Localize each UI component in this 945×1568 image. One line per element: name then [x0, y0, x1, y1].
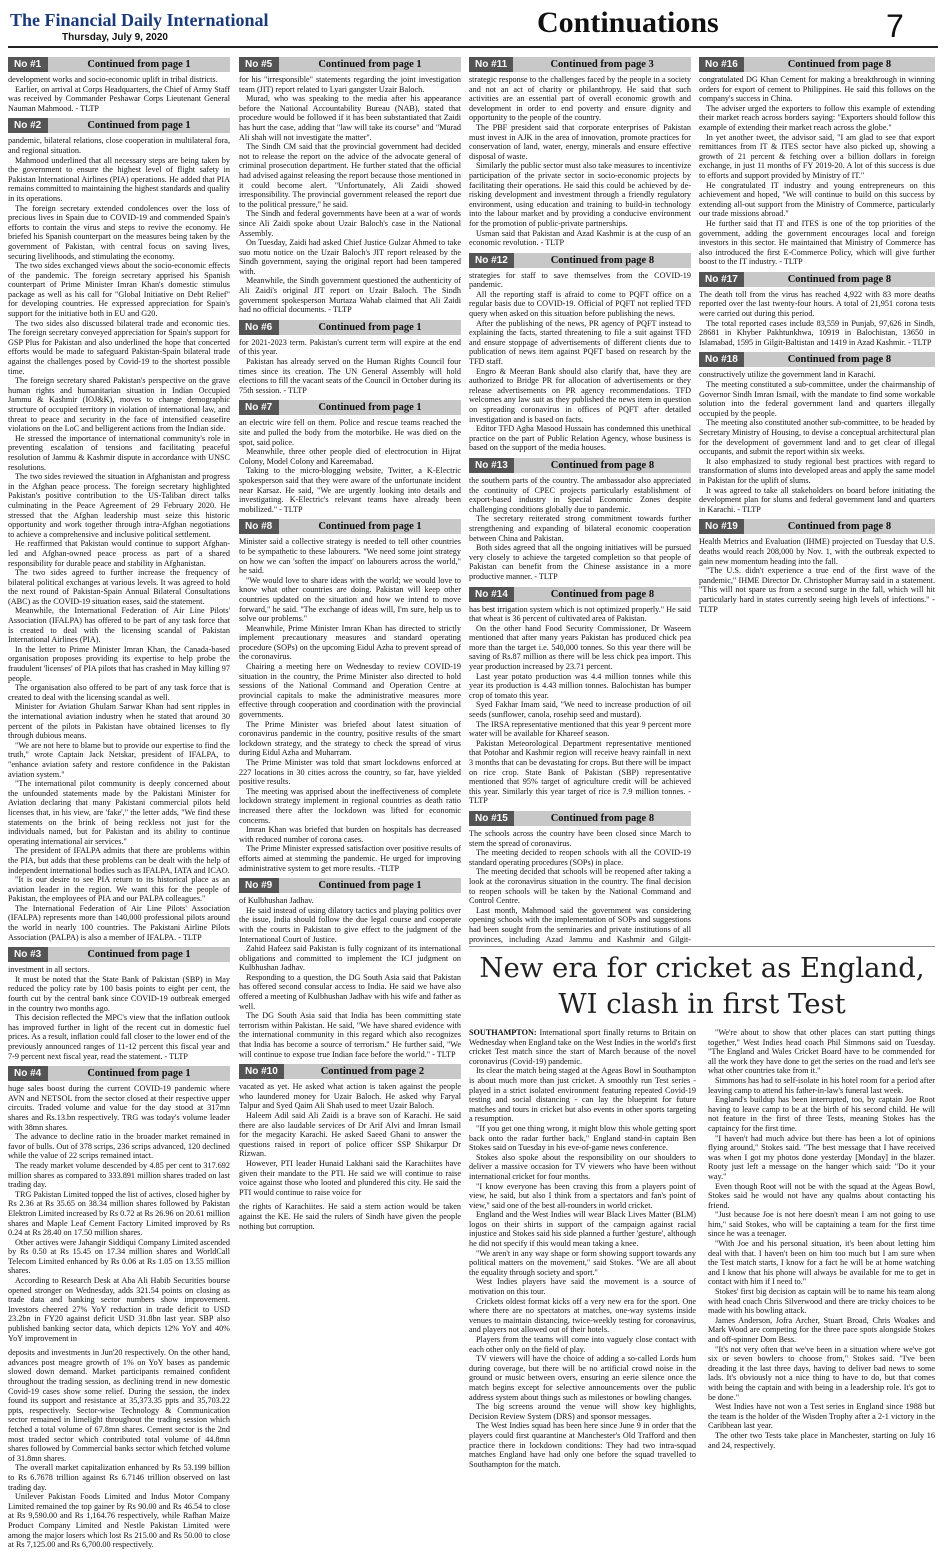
story-dateline: SOUTHAMPTON: [469, 1028, 537, 1037]
paragraph: The IRSA representative mentioned that this year 9 percent more water will be available for Khareef season. [469, 719, 691, 739]
story-paragraph: "We're about to show that other places can start putting things together," West Indies head coach Phil Simmons said on Tuesday. "The England and Wales Cricket Board have to be commended for all the work they have done to get the series on the road and let's see what other countries take from it." [708, 1028, 935, 1076]
story-headline [469, 950, 935, 1022]
story-paragraph: "If you get one thing wrong, it might blow this whole getting sport back onto the radar further back," England stand-in captain Ben Stokes said on Tuesday in his eve-of-game news conference. [469, 1123, 696, 1153]
paragraph: Last month, Mahmood said the government was considering opening schools with the implementation of SOPs and suggestions had been sought from the seminaries and private institutions of all provinces, including Azad Jammu and Kashmir and Gilgit- [469, 905, 691, 944]
story-paragraph: Players from the teams will come into vaguely close contact with each other only on the field of play. [469, 1335, 696, 1354]
continuation-header [239, 320, 461, 335]
paragraph: This decision reflected the MPC's view that the inflation outlook has improved further in light of the recent cut in domestic fuel prices. As a result, inflation could fall closer to the lower end of the previously announced ranges of 11-12 percent this fiscal year and 7-9 percent next fiscal year, read the statement. - TLTP [8, 1013, 230, 1061]
continuation-item [8, 1066, 230, 1343]
paragraph: The two sides also discussed bilateral trade and economic ties. The foreign secretary conveyed appreciation for Spain's support for GSP Plus for Pakistan and also underlined the hope that concerted efforts would be made to safeguard Pakistan-Spain bilateral trade against the challenges posed by Covid-19 to the shortest possible time. [8, 318, 230, 376]
continuation-item [239, 878, 461, 1059]
paragraph: Similarly the public sector must also take measures to incentivize participation of the private sector in socio-economic projects by facilitating their operations. He said this could be achieved by de-risking development and investment through a friendly regulatory environment, using education and training to build-in technology into the labour market and by providing a conducive environment for the promotion of public-private partnerships. [469, 161, 691, 228]
paragraph: After the publishing of the news, PR agency of PQFT instead to explaining the facts, started threatening to file a suit against TFD and ensure stoppage of advertisements of different clients due to publication of news item against PQFT based on research by the TFD staff. [469, 318, 691, 367]
story-paragraph: The other two Tests take place in Manchester, starting on July 16 and 24, respectively. [708, 1430, 935, 1450]
paragraph: "We would love to share ideas with the world; we would love to know what other countries are doing. Pakistan will keep other countries updated on the situation and how we intend to move forward," he said. "The exchange of ideas will, I'm sure, help us to solve our problems." [239, 575, 461, 624]
paragraph: The Prime Minister was briefed about latest situation of coronavirus pandemic in the country, positive results of the smart lockdown strategy, and the strategy to check the spread of virus during Eidul Azha and Muharram. [239, 719, 461, 758]
continuation-label: Continued from page 1 [318, 402, 422, 414]
paragraph: Meanwhile, the International Federation of Air Line Pilots' Association (IFALPA) has offered to be part of any task force that is created to deal with the licensing scandal of Pakistan International Airlines (PIA). [8, 606, 230, 645]
story-paragraph: "I haven't had much advice but there has been a lot of opinions flying around," Stokes said. "The best message that I have received was when I got my photos done yesterday [Monday] in the blazer. Rooty just left a message on the hanger which said: "Do it your way." [708, 1133, 935, 1181]
paragraph: strategies for staff to save themselves from the COVID-19 pandemic. [469, 270, 691, 290]
continuation-label: Continued from page 8 [550, 812, 655, 824]
paragraph: Editor TFD Agha Masood Hussain has condemned this unethical practice on the part of Public Relation Agency, whose business is based on the support of the media houses. [469, 424, 691, 453]
paragraph: "It is our desire to see PIA return to its historical place as an aviation leader in the region. We want this for the people of Pakistan, the employees of PIA and our PALPA colleagues." [8, 875, 230, 904]
paragraph: He congratulated IT industry and young entrepreneurs on this achievement and hoped, "We will continue to build on this success by extending all-out support from the Ministry of Commerce, particularly our trade missions abroad." [699, 180, 935, 219]
paragraph: The ready market volume descended by 4.85 per cent to 317.692 million shares as compared to 333.891 million shares traded on last trading day. [8, 1160, 230, 1190]
paragraph: He reaffirmed that Pakistan would continue to support Afghan-led and Afghan-owned peace process as part of a shared responsibility for durable peace and stability in Afghanistan. [8, 539, 230, 568]
continuation-item [469, 811, 691, 944]
continuation-item [8, 947, 230, 1061]
paragraph: of Kulbhushan Jadhav. [239, 896, 314, 906]
continuation-item [239, 1064, 461, 1197]
paragraph: The schools across the country have been closed since March to stem the spread of coronavirus. [469, 828, 691, 848]
continuation-item [239, 1202, 461, 1231]
paragraph: Health Metrics and Evaluation (IHME) projected on Tuesday that U.S. deaths would reach 208,000 by Nov. 1, with the outbreak expected to gain new momentum heading into the fall. [699, 537, 935, 566]
continuation-number: No #11 [469, 57, 513, 72]
paragraph: Haleem Adil said Ali Zaidi is a brave son of Karachi. He said there are also laudable services of Dr Arif Alvi and Imran Ismail for the megacity Karachi. He asked Saeed Ghani to answer the questions raised in report of police officer SSP Shikarpur Dr Rizwan. [239, 1111, 461, 1159]
continuation-header [239, 57, 461, 72]
paragraph: Usman said that Pakistan and Azad Kashmir is at the cusp of an economic revolution. - TLTP [469, 228, 691, 248]
continuation-item [699, 352, 935, 514]
continuation-label: Continued from page 2 [320, 1066, 425, 1078]
paragraph: for 2021-2023 term. Pakistan's current term will expire at the end of this year. [239, 337, 461, 357]
continuation-label: Continued from page 3 [550, 59, 654, 70]
paragraph: vacated as yet. He asked what action is taken against the people who laundered money for Uzair Baloch. He asked why Faryal Talpur and Syed Qaim Ali Shah used to meet Uzair Baloch. [239, 1082, 461, 1111]
paragraph: The DG South Asia said that India has been committing state terrorism within Pakistan. He said, "We have shared evidence with the international community in this regard which also recognizes that India has become a source of terrorism." He further said, "We will continue to expose true Indian face before the world." - TLTP [239, 1011, 461, 1059]
continuation-label: Continued from page 1 [87, 1068, 191, 1080]
continuation-header [469, 253, 691, 268]
paragraph: Meanwhile, Prime Minister Imran Khan has directed to strictly implement precautionary measures and standard operating procedure (SOPs) on the upcoming Eidul Azha to prevent spread of the coronavirus. [239, 623, 461, 662]
continuation-number: No #9 [239, 878, 279, 893]
paragraph: Pakistan has already served on the Human Rights Council four times since its creation. The UN General Assembly will hold elections to fill the vacant seats of the Council in October during its 75th session. - TLTP [239, 357, 461, 395]
continuation-item [239, 519, 461, 873]
continuation-item [8, 1348, 230, 1549]
story-paragraph: Stokes also spoke about the responsibility on our shoulders to deliver a massive occasion for TV viewers who have been without international cricket for four months. [469, 1152, 696, 1181]
continuation-item [469, 587, 691, 806]
paragraph: Both sides agreed that all the ongoing initiatives will be pursued very closely to achieve the targeted completion so that people of Pakistan can benefit from the Chinese assistance in a more productive manner. - TLTP [469, 543, 691, 581]
paragraph: Murad, who was speaking to the media after his appearance before the National Accountability Bureau (NAB), stated that procedure would be followed if it has been substantiated that Zaidi has hurt the case, adding that "law will take its course" and "Murad Ali shah will not investigate the matter". [239, 94, 461, 142]
section-title: Continuations [537, 6, 719, 39]
paragraph: Unilever Pakistan Foods Limited and Indus Motor Company Limited remained the top gainer by Rs 90.00 and Rs 46.54 to close at Rs 9,590.00 and Rs 1,164.76 respectively, while Rafhan Maize Product Company Limited and Nestle Pakistan Limited were among the major losers which lost Rs 215.00 and Rs 50.00 to close at Rs 7,125.00 and Rs 6,700.00 respectively. [8, 1492, 230, 1550]
continuation-label: Continued from page 1 [87, 59, 191, 70]
continuation-label: Continued from page 8 [787, 354, 892, 366]
headline-line-1: New era for cricket as England, [479, 952, 925, 984]
continuation-item [469, 57, 691, 248]
story-paragraph: West Indies have not won a Test series in England since 1988 but the team is the holder of the Wisden Trophy after a 2-1 victory in the Caribbean last year. [708, 1402, 935, 1431]
paragraph: He further said that IT and ITES is one of the top priorities of the government, adding the government encourages local and foreign investors in this sector. He maintained that Ministry of Commerce has also introduced the first E-Commerce Policy, which will give further boost to the IT industry. - TLTP [699, 218, 935, 267]
story-paragraph: Crickets oldest format kicks off a very new era for the sport. One where there are no spectators at matches, one-way systems inside venues to maintain distancing, twice-weekly testing for coronavirus, and players not allowed out of their hotels. [469, 1296, 696, 1335]
paragraph: He stressed the importance of international community's role in preventing escalation of tensions and facilitating peaceful resolution of Jammu & Kashmir dispute in accordance with UNSC resolutions. [8, 433, 230, 472]
paragraph: The adviser urged the exporters to follow this example of extending their market reach across borders saying: "Exporters should follow this example of extending their market reach across the globe." [699, 103, 935, 132]
continuation-label: Continued from page 8 [550, 254, 655, 266]
continuation-header [8, 118, 230, 133]
continuation-item [239, 400, 461, 514]
paragraph: The Sindh CM said that the provincial government had decided not to release the report on the advice of the advocate general of criminal prosecution department. He further stated that the official had advised against releasing the report because those mentioned in it could become alert. "Unfortunately, Ali Zaidi showed irresponsibility. The provincial government released the report due to the political pressure," he said. [239, 142, 461, 209]
continuation-header [239, 1064, 461, 1079]
continuation-label: Continued from page 1 [87, 120, 191, 132]
paragraph: The president of IFALPA admits that there are problems within the PIA, but adds that these problems can be dealt with the help of independent international bodies such as IFALPA, IATA and ICAO. [8, 846, 230, 875]
continuation-item [469, 458, 691, 582]
paragraph: It must be noted that the State Bank of Pakistan (SBP) in May reduced the policy rate by 100 basis points to eight per cent, the fourth cut by the central bank since COVID-19 outbreak emerged in the country two months ago. [8, 974, 230, 1013]
story-paragraph: Even though Root will not be with the squad at the Ageas Bowl, Stokes said he would not have any qualms about contacting his friend. [708, 1181, 935, 1210]
paragraph: The overall market capitalization enhanced by Rs 53.199 billion to Rs 6.7678 trillion against Rs 6.7146 trillion observed on last trading day. [8, 1463, 230, 1492]
paragraph: "We are not here to blame but to provide our expertise to find the truth," wrote Captain Jack Netskar, president of IFALPA, to "enhance aviation safety and restore confidence in the Pakistan aviation system." [8, 740, 230, 779]
continuation-number: No #10 [239, 1064, 284, 1079]
paragraph: The PBF president said that corporate enterprises of Pakistan must invest in AJK in the area of innovation, promote practices for conservation of land, water, energy, minerals and ensure effective disposal of waste. [469, 122, 691, 161]
story-paragraph [469, 1028, 696, 1066]
headline-line-2: WI clash in first Test [558, 988, 846, 1020]
continuation-item [699, 272, 935, 348]
continuation-header [699, 519, 935, 534]
paragraph: The meeting constituted a sub-committee, under the chairmanship of Governor Sindh Imran Ismail, with the mandate to find some workable solution into the federal government land and quarters illegally occupied by the people. [699, 380, 935, 418]
continuation-item [699, 519, 935, 614]
paragraph: Meanwhile, three other people died of electrocution in Hijrat Colony, Model Colony and Kareemabad. [239, 447, 461, 466]
paragraph: Chairing a meeting here on Wednesday to review COVID-19 situation in the country, the Prime Minister also directed to hold sessions of the National Command and Operation Centre at provincial capitals to make the administrative measures more effective through cooperation and coordination with the provincial governments. [239, 662, 461, 720]
paragraph: "The U.S. didn't experience a true end of the first wave of the pandemic," IHME Director Dr. Christopher Murray said in a statement. "This will not spare us from a second surge in the fall, which will hit particularly hard in states currently seeing high levels of infections." - TLTP [699, 566, 935, 614]
paragraph: On the other hand Food Security Commissioner, Dr Waseem mentioned that after many years Pakistan has produced chick pea more than the target i.e. 540,000 tonnes. So this year there will be saving of Rs.87 million as there will be less chick pea import. This year production increased by 23.71 percent. [469, 623, 691, 672]
continuation-number: No #4 [8, 1066, 48, 1081]
paragraph: The two sides agreed to further increase the frequency of bilateral political exchanges at various levels. It was agreed to hold the next round of Pakistan-Spain Annual Bilateral Consultations (ABC) as the COVID-19 situation eases, said the statement. [8, 568, 230, 606]
continuation-number: No #8 [239, 519, 279, 534]
paragraph: Last year potato production was 4.4 million tonnes while this year its production is 4.43 million tonnes. Balochistan has bumper crop of tomato this year. [469, 671, 691, 700]
continuation-number: No #17 [699, 272, 744, 287]
continuation-header [469, 458, 691, 473]
story-paragraph: "We aren't in any way shape or form showing support towards any political matters on the movement," said Stokes. "We are all about the equality through society and sport." [469, 1248, 696, 1277]
continuation-number: No #16 [699, 57, 744, 72]
paragraph: investment in all sectors. [8, 965, 90, 975]
masthead [0, 0, 945, 48]
paragraph: Imran Khan was briefed that burden on hospitals has decreased with reduced number of corona cases. [239, 825, 461, 844]
continuation-header [239, 878, 461, 893]
story-rule [469, 946, 935, 947]
paragraph: In the letter to Prime Minister Imran Khan, the Canada-based organisation proposes providing its expertise to help probe the fraudulent 'licenses' of PIA pilots that has crashed in May killing 97 people. [8, 644, 230, 683]
paragraph: constructively utilize the government land in Karachi. [699, 370, 876, 380]
story-body [469, 1028, 935, 1560]
continuation-number: No #19 [699, 519, 744, 534]
continuation-number: No #13 [469, 458, 514, 473]
continuation-number: No #12 [469, 253, 514, 268]
paragraph: It also emphasized to study regional best practices with regard to transformation of slums into developed areas and apply the same model in Pakistan for the uplift of slums. [699, 456, 935, 485]
story-paragraph: England's buildup has been interrupted, too, by captain Joe Root having to leave camp to be at the birth of his second child. He will not feature in the first of three Tests, meaning Stokes has the captaincy for the first time. [708, 1095, 935, 1133]
continuation-label: Continued from page 8 [550, 459, 655, 471]
continuation-header [469, 57, 691, 72]
story-paragraph: Simmons has had to self-isolate in his hotel room for a period after leaving camp to attend his father-in-law's funeral last week. [708, 1075, 935, 1095]
continuation-number: No #6 [239, 320, 279, 335]
paragraph: has best irrigation system which is not optimized properly." He said that wheat is 36 percent of cultivated area of Pakistan. [469, 604, 691, 624]
paragraph: The secretary reiterated strong commitment towards further strengthening and expanding of bilateral economic cooperation between China and Pakistan. [469, 514, 691, 543]
continuation-label: Continued from page 8 [787, 59, 892, 70]
paragraph: Meanwhile, the Sindh government questioned the authenticity of Ali Zaidi's original JIT report on Uzair Baloch. The Sindh government spokesperson Murtaza Wahab claimed that Ali Zaidi had no official documents. - TLTP [239, 276, 461, 315]
column-2 [239, 54, 461, 1564]
paragraph: The International Federation of Air Line Pilots' Association (IFALPA) represents more than 140,000 professional pilots around the world in nearly 100 countries. The Pakistani Airline Pilots Association (PALPA) is also a member of IFALPA. - TLTP [8, 903, 230, 942]
paragraph: The meeting decided that schools will be reopened after taking a look at the coronavirus situation in the country. The final decision to reopen schools will be taken by the National Command and Control Centre. [469, 867, 691, 906]
paragraph: Other actives were Jahangir Siddiqui Company Limited ascended by Rs 0.50 at Rs 15.45 on 17.34 million shares and WorldCall Telecom Limited enhanced by Rs 0.06 at Rs 1.05 on 13.55 million shares. [8, 1237, 230, 1276]
paragraph: Engro & Meeran Bank should also clarify that, have they are authorized to Bridge PR for allocation of advertisements or they release advertisements on PR agency recommendations. TFD welcomes any law suit as they published the news item in question on spreading coronavirus in offices of PQFT after detailed investigation and is based on facts. [469, 366, 691, 424]
continuation-item [699, 57, 935, 267]
continuation-header [469, 587, 691, 602]
paragraph: Responding to a question, the DG South Asia said that Pakistan has offered second consular access to India. He said we have also offered a meeting of Kulbhushan Jadhav with his wife and father as well. [239, 972, 461, 1011]
continuation-header [239, 519, 461, 534]
story-paragraph: The big screens around the venue will show key highlights, Decision Review System (DRS) and sponsor messages. [469, 1402, 696, 1421]
story-paragraph: Stokes' first big decision as captain will be to name his team along with head coach Chris Silverwood and there are tricky choices to be made with his bowling attack. [708, 1287, 935, 1316]
column-3 [469, 54, 691, 944]
paragraph: pandemic, bilateral relations, close cooperation in multilateral fora, and regional situation. [8, 136, 230, 155]
continuation-number: No #5 [239, 57, 279, 72]
continuation-header [699, 57, 935, 72]
paragraph: strategic response to the challenges faced by the people in a society and not an act of charity or philanthropy. He said that such activities are an essential part of overall economic growth and development in order to end poverty and ensure dignity and opportunity to the people of the country. [469, 75, 691, 123]
paragraph: The organisation also offered to be part of any task force that is created to deal with the licensing scandal as well. [8, 683, 230, 702]
paragraph: the southern parts of the country. The ambassador also appreciated the continuity of CPEC projects particularly establishment of export-based industry in Special Economic Zones despite challenging conditions globally due to pandemic. [469, 475, 691, 514]
continuation-number: No #7 [239, 400, 279, 415]
paragraph: The foreign secretary extended condolences over the loss of precious lives in Spain due to COVID-19 and commended Spain's efforts to contain the virus and steps to revive the economy. He briefed his Spanish counterpart on the measures being taken by the government of Pakistan, with central focus on saving lives, securing livelihoods, and stimulating the economy. [8, 203, 230, 261]
story-lead-text: International sport finally returns to Britain on Wednesday when England take on the West Indies in the world's first cricket Test match since the start of March because of the novel coronavirus (Covid-19) pandemic. [469, 1028, 697, 1066]
paragraph: Taking to the micro-blogging website, Twitter, a K-Electric spokesperson said that they were aware of the unfortunate incident near Karsaz. He said, "We are urgently looking into details and investigating. K-Electric's relevant teams have already been mobilized." - TLTP [239, 466, 461, 514]
story-paragraph: England and the West Indies will wear Black Lives Matter (BLM) logos on their shirts in support of the campaign against racial injustice and Stokes said his side planned a further 'gesture', although he did not specify if this would mean taking a knee. [469, 1210, 696, 1249]
story-paragraph: Its clear the match being staged at the Ageas Bowl in Southampton is about much more than just cricket. A smoothly run Test series - played in a strict isolated environment featuring repeated Covid-19 testing and social distancing - can lay the blueprint for future matches and tours in cricket but also events in other sports targeting a resumption. [469, 1066, 696, 1124]
paragraph: development works and socio-economic uplift in tribal districts. [8, 75, 218, 84]
continuation-header [8, 1066, 230, 1081]
continuation-item [8, 57, 230, 113]
story-paragraph: James Anderson, Jofra Archer, Stuart Broad, Chris Woakes and Mark Wood are competing for the three pace spots alongside Stokes and off-spinner Dom Bess. [708, 1315, 935, 1344]
paragraph: The foreign secretary shared Pakistan's perspective on the grave human rights and humanitarian situation in Indian Occupied Jammu & Kashmir (IOJ&K), moves to change demographic structure of occupied territory in violation of international law, and threat to peace and security in the face of intensified ceasefire violations on the LoC and belligerent actions from the Indian side. [8, 376, 230, 434]
continuation-label: Continued from page 8 [787, 521, 892, 533]
continuation-header [469, 811, 691, 826]
paragraph: huge sales boost during the current COVID-19 pandemic where AVN and NETSOL from the sector closed at their respective upper circuits. Traded volume and value for the day stood at 317mn shares and Rs.13.bn respectively. TRG was today's volume leader with 38mn shares. [8, 1084, 230, 1132]
story-paragraph: "It's not very often that we've been in a situation where we've got six or seven bowlers to choose from," Stokes said. "I've been dreading it the last three days, having to deliver bad news to some lads. It's obviously not a nice thing to have to do, but that comes with being the captain and with being in a leadership role. It's got to be done." [708, 1344, 935, 1402]
paragraph: an electric wire fell on them. Police and rescue teams reached the site and pulled the body from the motorbike. He was died on the spot, said police. [239, 418, 461, 447]
paragraph: The two sides reviewed the situation in Afghanistan and progress in the Afghan peace process. The foreign secretary highlighted Pakistan's positive contribution to the US-Taliban direct talks culminating in the Peace Agreement of 29 February 2020. He stressed that the Afghan leadership must seize this historic opportunity and work together through intra-Afghan negotiations to achieve a comprehensive and inclusive political settlement. [8, 472, 230, 539]
continuation-label: Continued from page 1 [318, 880, 422, 892]
paragraph: However, PTI leader Hunaid Lakhani said the Karachiites have given their mandate to the PTI. He said we will continue to raise voice against those who looted and plundered this city. He said the PTI would continue to raise voice for [239, 1158, 461, 1197]
paragraph: Zahid Hafeez said Pakistan is fully cognizant of its international obligations and committed to implement the ICJ judgment on Kulbhushan Jadhav. [239, 944, 461, 973]
paragraph: The Prime Minister was told that smart lockdowns enforced at 227 locations in 30 cities across the country, so far, have yielded positive results. [239, 758, 461, 787]
cricket-story [469, 946, 935, 1564]
paragraph: The meeting also constituted another sub-committee, to be headed by Secretary Ministry of Housing, to devise a conceptual architectural plan for the development of government land and to get clear of illegal occupants, and submit the report within six weeks. [699, 418, 935, 457]
paper-name: The Financial Daily International [10, 10, 269, 30]
continuation-header [8, 947, 230, 962]
continuation-label: Continued from page 1 [318, 321, 422, 333]
continuation-item [239, 320, 461, 396]
paragraph: Mahmood underlined that all necessary steps are being taken by the government to ensure the highest level of flight safety in Pakistan International Airlines (PIA) operations. He added that PIA remains committed to maintaining the highest standards and quality in its operations. [8, 155, 230, 203]
continuation-label: Continued from page 1 [87, 949, 191, 961]
paragraph: The Sindh and federal governments have been at a war of words since Ali Zaidi spoke about Uzair Baloch's case in the National Assembly. [239, 209, 461, 238]
continuation-number: No #15 [469, 811, 514, 826]
column-1 [8, 54, 230, 1564]
paragraph: All the reporting staff is afraid to come to PQFT office on a regular basis due to COVID-19. Official of PQFT not replied TFD query when asked on this situation before publishing the news. [469, 289, 691, 319]
paragraph: "The international pilot community is deeply concerned about the unfounded statements made by the Pakistani Minister for Aviation declaring that many Pakistani commercial pilots held licenses that, in his view, are 'fake'," the letter adds, "We find these statements on the brink of being reckless not just for the individuals named, but for Pakistan and its ability to continue operating international air services." [8, 779, 230, 846]
continuation-number: No #18 [699, 352, 744, 367]
paragraph: the rights of Karachiites. He said a stern action would be taken against the KE. He said the rulers of Sindh have given the people nothing but corruption. [239, 1202, 461, 1231]
paragraph: The death toll from the virus has reached 4,922 with 83 more deaths reported over the last twenty-four hours. A total of 21,951 corona tests were carried out during this period. [699, 289, 935, 319]
continuation-number: No #1 [8, 57, 48, 72]
continuation-label: Continued from page 1 [318, 59, 422, 70]
story-paragraph: West Indies players have said the movement is a source of motivation on this tour. [469, 1277, 696, 1297]
continuation-header [699, 352, 935, 367]
paragraph: In yet another tweet, the advisor said, "I am glad to see that export remittances from IT & ITES sector have also picked up, showing a growth of 21 percent & fetching over a billion dollars in foreign exchange, in just 11 months of FY 2019-20. A lot of this success is due to efforts and support provided by Ministry of IT." [699, 132, 935, 180]
paragraph: The Prime Minister expressed satisfaction over positive results of efforts aimed at stemming the pandemic. He urged for improving administrative system to get more results. -TLTP [239, 844, 461, 873]
page-number: 7 [886, 8, 904, 44]
paragraph: The advance to decline ratio in the broader market remained in favor of bulls. Out of 378 scrips, 236 scrips advanced, 120 declined while the value of 22 scrips remained intact. [8, 1132, 230, 1161]
paragraph: TRG Pakistan Limited topped the list of actives, closed higher by Rs 2.36 at Rs 35.65 on 38.34 million shares followed by Pakistan Elektron Limited increased by Rs 0.72 at Rs 26.96 on 20.61 million shares and Maple Leaf Cement Factory Limited improved by Rs 0.24 at Rs 28.40 on 17.50 million shares. [8, 1189, 230, 1238]
continuation-number: No #3 [8, 947, 48, 962]
story-paragraph: The West Indies squad has been here since June 9 in order that the players could first quarantine at Manchester's Old Trafford and then practice there in lockdown conditions: They had two intra-squad matches England have had only one before the squad travelled to Southampton for the match. [469, 1421, 696, 1469]
continuation-number: No #14 [469, 587, 514, 602]
paragraph: The meeting decided to reopen schools with all the COVID-19 standard operating procedures (SOPs) in place. [469, 848, 691, 867]
paragraph: On Tuesday, Zaidi had asked Chief Justice Gulzar Ahmed to take suo motu notice on the Uzair Baloch's JIT report released by the Sindh government, saying the original report had been tampered with. [239, 238, 461, 276]
continuation-number: No #2 [8, 118, 48, 133]
paragraph: Earlier, on arrival at Corps Headquarters, the Chief of Army Staff was received by Commander Peshawar Corps Lieutenant General Nauman Mahmood. - TLTP [8, 84, 230, 113]
paragraph: Syed Fakhar Imam said, "We need to increase production of oil seeds (sunflower, canola, rosehip seed and mustard). [469, 700, 691, 720]
paragraph: He said instead of using dilatory tactics and playing politics over the issue, India should follow the due legal course and cooperate with the courts in Pakistan to give effect to the judgment of the International Court of Justice. [239, 905, 461, 944]
paragraph: Pakistan Meteorological Department representative mentioned that Potohar and Kashmir region will receive heavy rainfall in next 3 months that can be devastating for crops. But there will be impact on rice crop. State Bank of Pakistan (SBP) representative mentioned that 95% target of agriculture credit will be achieved this year. Similarly this year target of rice is 7.9 million tonnes. - TLTP [469, 738, 691, 806]
story-paragraph: "Just because Joe is not here doesn't mean I am not going to use him," said Stokes, who will be captaining a team for the first time since he was a teenager. [708, 1210, 935, 1239]
continuation-label: Continued from page 8 [787, 273, 892, 285]
continuation-header [239, 400, 461, 415]
column-4 [699, 54, 935, 944]
story-paragraph: TV viewers will have the choice of adding a so-called Lords hum during coverage, but there will be no artificial crowd noise in the ground or music between overs, ensuring an eerie silence once the match begins except for selective announcements over the public address system about things such as milestones or bowling changes. [469, 1354, 696, 1402]
story-paragraph: "With Joe and his personal situation, it's been about letting him deal with that. I haven't been on him too much but I am sure when the Test match starts, I know for a fact he will be at home watching and I know that his phone will always be available for me to get in contact with him if I need to." [708, 1239, 935, 1287]
paragraph: It was agreed to take all stakeholders on board before initiating the development plan for slums and federal government land and quarters in Karachi. - TLTP [699, 485, 935, 514]
issue-date: Thursday, July 9, 2020 [62, 32, 168, 43]
paragraph: for his "irresponsible" statements regarding the joint investigation team (JIT) report related to Lyari gangster Uzair Baloch. [239, 75, 461, 94]
continuation-header [8, 57, 230, 72]
story-paragraph: "I know everyone has been craving this from a players point of view, he said, but also I think from a spectators and fan's point of view," said one of the best all-rounders in world cricket. [469, 1181, 696, 1210]
paragraph: deposits and investments in Jun'20 respectively. On the other hand, advances post meagre growth of 1% on YoY bases as pandemic slowed down demand. Market participants remained confident throughout the trading session, as declining trend in new domestic Covid-19 cases show some relief. During the session, the index found its support and resistance at 35,373.35 ppts and 35,703.22 ppts, respectively. Sector-wise Technology & Communication sector remained in limelight throughout the trading session which fetched a total volume of 67.8mn shares. Cement sector is the 2nd most traded sector which contributed total volume of 44.8mn shares followed by Commercial banks sector which fetched volume of 31.8mn shares. [8, 1348, 230, 1463]
continuation-header [699, 272, 935, 287]
paragraph: The two sides exchanged views about the socio-economic effects of the pandemic. The foreign secretary apprised his Spanish counterpart of Prime Minister Imran Khan's domestic stimulus package as well as his call for "Global Initiative on Debt Relief" for developing countries. He expressed appreciation for Spain's support for the initiative both in EU and G20. [8, 261, 230, 319]
paragraph: Minister for Aviation Ghulam Sarwar Khan had sent ripples in the international aviation industry when he stated that around 30 percent of the pilots in Pakistan have obtained licenses to fly through dubious means. [8, 702, 230, 741]
continuation-item [469, 253, 691, 453]
paragraph: The total reported cases include 83,559 in Punjab, 97,626 in Sindh, 28681 in Khyber Pakhtunkhwa, 10919 in Balochistan, 13650 in Islamabad, 1595 in Gilgit-Baltistan and 1419 in Azad Kashmir. - TLTP [699, 318, 935, 347]
paragraph: According to Research Desk at Aba Ali Habib Securities bourse opened stronger on Wednesday, adds 321.54 points on closing as trade data and banking sector numbers show improvement. Investors cheered 27% YoY reduction in trade deficit to USD 23.2bn in FY20 against deficit USD 31.8bn last year. SBP also published banking sector data, which depicts 12% YoY and 40% YoY improvement in [8, 1276, 230, 1343]
paragraph: Minister said a collective strategy is needed to tell other countries to be sympathetic to these labourers. "We need some joint strategy on how we can 'soften the impact' on labourers across the world," he said. [239, 537, 461, 576]
continuation-item [8, 118, 230, 942]
header-rule [8, 46, 938, 48]
paragraph: congratulated DG Khan Cement for making a breakthrough in winning orders for export of cement to Philippines. He said this follows on the company's success in China. [699, 75, 935, 104]
continuation-item [239, 57, 461, 315]
continuation-label: Continued from page 8 [550, 588, 655, 600]
continuation-label: Continued from page 1 [318, 521, 422, 533]
paragraph: The meeting was apprised about the ineffectiveness of complete lockdown strategy implement in regional countries as death ratio increased there after the lockdown was lifted for economic concerns. [239, 786, 461, 825]
